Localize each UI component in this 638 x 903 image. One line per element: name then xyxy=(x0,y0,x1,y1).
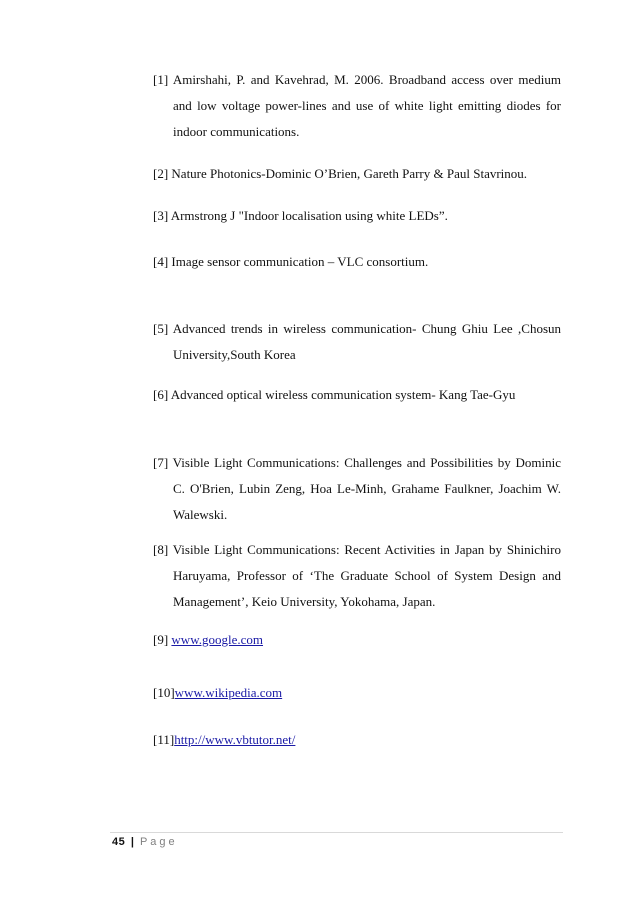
reference-line xyxy=(153,627,561,653)
reference-line xyxy=(153,680,561,706)
reference-8 xyxy=(153,537,561,615)
reference-7 xyxy=(153,450,561,528)
reference-line: [4] Image sensor communication – VLC consortium. xyxy=(153,254,429,269)
reference-line: and low voltage power-lines and use of white light emitting diodes for xyxy=(173,98,561,113)
reference-line: [8] Visible Light Communications: Recent Activities in Japan by Shinichiro xyxy=(153,542,561,557)
reference-number: [11] xyxy=(153,732,175,747)
reference-6 xyxy=(153,382,561,408)
reference-line: [3] Armstrong J "Indoor localisation using white LEDs”. xyxy=(153,208,448,223)
reference-number: [10] xyxy=(153,685,175,700)
reference-2 xyxy=(153,161,561,187)
reference-1 xyxy=(153,67,561,145)
footer-divider xyxy=(110,832,563,833)
reference-line: University,South Korea xyxy=(173,347,296,362)
reference-5 xyxy=(153,316,561,368)
reference-line: [1] Amirshahi, P. and Kavehrad, M. 2006. Broadband access over medium xyxy=(153,72,561,87)
reference-line: [6] Advanced optical wireless communication system- Kang Tae-Gyu xyxy=(153,387,516,402)
page-footer xyxy=(112,836,178,848)
wikipedia-link[interactable]: www.wikipedia.com xyxy=(174,685,283,700)
reference-line: [2] Nature Photonics-Dominic O’Brien, Gareth Parry & Paul Stavrinou. xyxy=(153,166,528,181)
vbtutor-link[interactable]: http://www.vbtutor.net/ xyxy=(174,732,296,747)
reference-3 xyxy=(153,203,561,229)
reference-line xyxy=(153,727,561,753)
reference-line: [5] Advanced trends in wireless communication- Chung Ghiu Lee ,Chosun xyxy=(153,321,561,336)
reference-4 xyxy=(153,249,561,275)
reference-11 xyxy=(153,727,561,753)
reference-line: Management’, Keio University, Yokohama, Japan. xyxy=(173,594,436,609)
reference-number: [9] xyxy=(153,632,172,647)
google-link[interactable]: www.google.com xyxy=(171,632,264,647)
page-label: Page xyxy=(139,836,178,848)
reference-line: [7] Visible Light Communications: Challenges and Possibilities by Dominic xyxy=(153,455,561,470)
reference-line: C. O'Brien, Lubin Zeng, Hoa Le-Minh, Grahame Faulkner, Joachim W. xyxy=(173,481,561,496)
footer-separator: | xyxy=(130,836,135,848)
page-number: 45 xyxy=(112,836,126,848)
reference-line: Walewski. xyxy=(173,507,228,522)
reference-line: indoor communications. xyxy=(173,124,300,139)
reference-10 xyxy=(153,680,561,706)
reference-9 xyxy=(153,627,561,653)
reference-line: Haruyama, Professor of ‘The Graduate School of System Design and xyxy=(173,568,561,583)
